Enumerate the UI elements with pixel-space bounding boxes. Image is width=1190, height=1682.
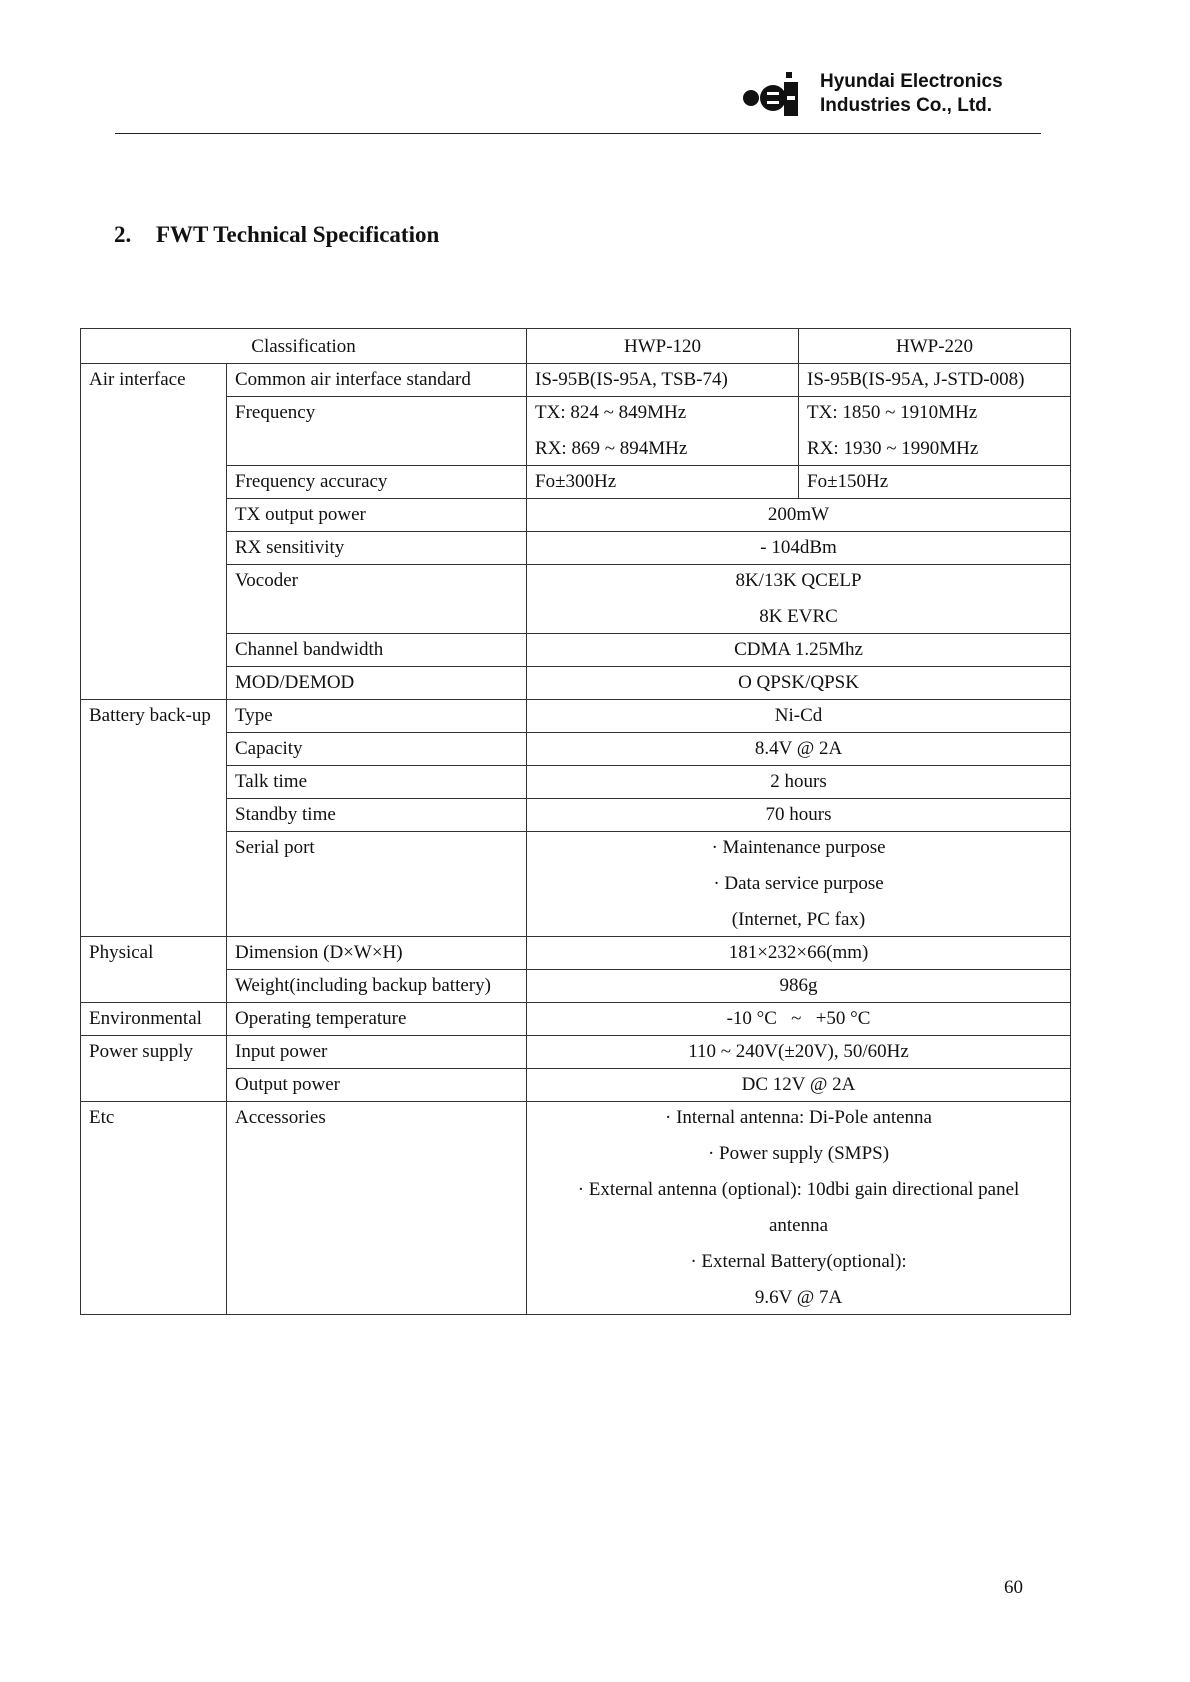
company-name-line2: Industries Co., Ltd. [820,95,993,116]
accessory-item: · Internal antenna: Di-Pole antenna [665,1107,932,1128]
row-label: Channel bandwidth [227,634,527,667]
accessory-item: · External Battery(optional): [690,1251,907,1272]
row-label: Accessories [227,1102,527,1315]
cell-value: 110 ~ 240V(±20V), 50/60Hz [527,1036,1071,1069]
section-number: 2. [114,222,132,247]
table-row [81,1102,1071,1315]
group-environmental: Environmental [81,1003,227,1036]
table-row [81,970,1071,1003]
cell-value [799,397,1071,466]
frequency-tx: TX: 824 ~ 849MHz [535,402,687,423]
group-battery-backup: Battery back-up [81,700,227,937]
table-row [81,766,1071,799]
table-row [81,634,1071,667]
spec-table [80,328,1071,1315]
group-etc: Etc [81,1102,227,1315]
row-label: Dimension (D×W×H) [227,937,527,970]
cell-value: IS-95B(IS-95A, J-STD-008) [799,364,1071,397]
vocoder-item: 8K EVRC [759,606,838,627]
header-model-hwp220: HWP-220 [799,329,1071,364]
group-air-interface: Air interface [81,364,227,700]
row-label: MOD/DEMOD [227,667,527,700]
table-row [81,499,1071,532]
row-label: Input power [227,1036,527,1069]
table-row [81,1069,1071,1102]
hyundai-logo-icon [742,68,812,124]
cell-value: 2 hours [527,766,1071,799]
vocoder-item: 8K/13K QCELP [735,570,862,591]
cell-value: DC 12V @ 2A [527,1069,1071,1102]
section-title-text: FWT Technical Specification [156,222,440,247]
accessory-item: · External antenna (optional): 10dbi gain directional panel [577,1179,1020,1200]
header-divider [115,133,1041,134]
row-label: Frequency [227,397,527,466]
cell-value: Ni-Cd [527,700,1071,733]
cell-value: 8.4V @ 2A [527,733,1071,766]
cell-value [527,397,799,466]
table-row [81,667,1071,700]
cell-value: CDMA 1.25Mhz [527,634,1071,667]
table-row [81,466,1071,499]
cell-value: 70 hours [527,799,1071,832]
cell-value: Fo±150Hz [799,466,1071,499]
page-number: 60 [1004,1577,1023,1598]
row-label: Capacity [227,733,527,766]
company-name-line1: Hyundai Electronics [820,71,1003,92]
table-row [81,532,1071,565]
row-label: TX output power [227,499,527,532]
cell-value: Fo±300Hz [527,466,799,499]
cell-value [527,565,1071,634]
table-row [81,1003,1071,1036]
table-row [81,832,1071,937]
accessory-item: antenna [768,1215,829,1236]
table-row [81,565,1071,634]
group-physical: Physical [81,937,227,1003]
cell-value [527,1102,1071,1315]
serial-port-item: · Maintenance purpose [711,837,886,858]
serial-port-item: · Data service purpose [713,873,884,894]
row-label: Common air interface standard [227,364,527,397]
header-classification: Classification [81,329,527,364]
accessory-item: 9.6V @ 7A [754,1287,843,1308]
company-name [820,70,1003,118]
row-label: Talk time [227,766,527,799]
section-title [114,222,439,248]
frequency-rx: RX: 869 ~ 894MHz [535,438,688,459]
serial-port-item: (Internet, PC fax) [731,909,866,930]
cell-value: 181×232×66(mm) [527,937,1071,970]
row-label: Frequency accuracy [227,466,527,499]
header-model-hwp120: HWP-120 [527,329,799,364]
row-label: Vocoder [227,565,527,634]
table-row [81,364,1071,397]
cell-value [527,832,1071,937]
table-row [81,937,1071,970]
row-label: Operating temperature [227,1003,527,1036]
page-header [0,0,1190,140]
table-row [81,700,1071,733]
table-row [81,733,1071,766]
frequency-tx: TX: 1850 ~ 1910MHz [807,402,978,423]
row-label: Output power [227,1069,527,1102]
table-header-row [81,329,1071,364]
table-row [81,397,1071,466]
table-row [81,1036,1071,1069]
cell-value: - 104dBm [527,532,1071,565]
table-row [81,799,1071,832]
row-label: RX sensitivity [227,532,527,565]
cell-value: IS-95B(IS-95A, TSB-74) [527,364,799,397]
cell-value: -10 °C ~ +50 °C [527,1003,1071,1036]
row-label: Standby time [227,799,527,832]
row-label: Serial port [227,832,527,937]
row-label: Type [227,700,527,733]
accessory-item: · Power supply (SMPS) [707,1143,890,1164]
cell-value: O QPSK/QPSK [527,667,1071,700]
cell-value: 200mW [527,499,1071,532]
group-power-supply: Power supply [81,1036,227,1102]
cell-value: 986g [527,970,1071,1003]
row-label: Weight(including backup battery) [227,970,527,1003]
frequency-rx: RX: 1930 ~ 1990MHz [807,438,979,459]
